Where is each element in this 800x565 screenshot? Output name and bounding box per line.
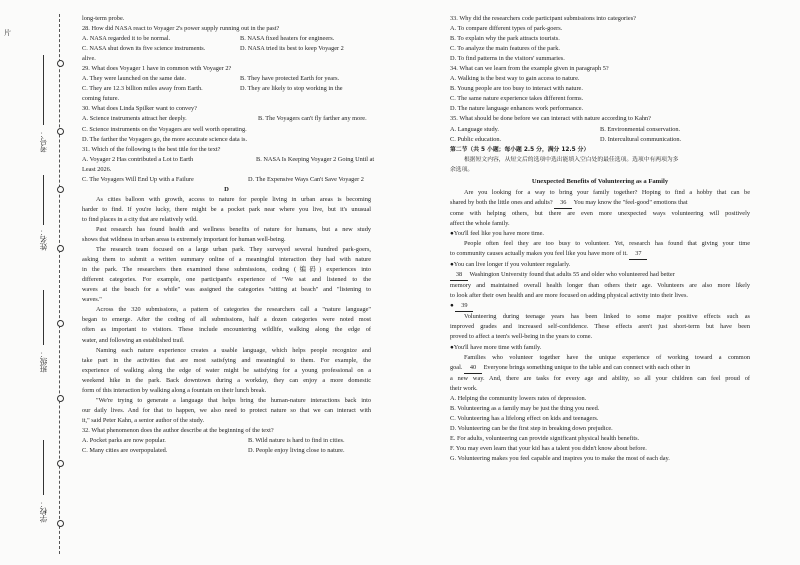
circle-mark bbox=[57, 520, 64, 527]
q33-stem: 33. Why did the researchers code participant submissions into categories? bbox=[450, 15, 636, 22]
school-label: 学校： bbox=[39, 500, 48, 523]
q35-options-cd bbox=[450, 135, 750, 145]
q35-options-ab bbox=[450, 125, 750, 135]
q30-option-c: C. Science instruments on the Voyagers are well worth operating. bbox=[82, 125, 247, 133]
passage-line: People often feel they are too busy to volunteer. Yet, research has found that giving your time bbox=[464, 240, 750, 248]
q28-options-cd bbox=[82, 44, 371, 54]
q35-option-c: C. Public education. bbox=[450, 135, 502, 143]
left-column bbox=[82, 14, 375, 456]
passage-line: affect the whole family. bbox=[450, 219, 510, 227]
passage-line: Volunteering during teenage years has been linked to some major positive effects such as bbox=[464, 313, 750, 321]
q28-options-ab bbox=[82, 34, 371, 44]
passage-line: come with helping others, but there are even more unexpected ways volunteering will positively bbox=[450, 209, 750, 217]
q33-option-b: B. To explain why the park attracts tourists. bbox=[450, 35, 560, 43]
passage-d-line: harder to find. If you're lucky, there might be a pocket park near where you live, but it's unusual bbox=[82, 205, 371, 213]
option-a: A. Helping the community lowers rates of depression. bbox=[450, 394, 587, 402]
bullet-heading: ●You'll feel like you have more time. bbox=[450, 229, 545, 237]
q33-option-c: C. To analyze the main features of the park. bbox=[450, 45, 560, 53]
q32-option-b: B. Wild nature is hard to find in cities. bbox=[248, 436, 345, 444]
passage-line: Are you looking for a way to bring your family together? Hoping to find a hobby that can be bbox=[464, 188, 750, 196]
circle-mark bbox=[57, 460, 64, 467]
passage-d-line: form of this interaction by walking along a fountain on their lunch break. bbox=[82, 386, 267, 394]
binding-strip bbox=[0, 0, 78, 565]
q31-option-b: B. NASA Is Keeping Voyager 2 Going Until at bbox=[256, 155, 375, 163]
blank-38: 38 bbox=[450, 270, 468, 281]
q29-option-a: A. They were launched on the same date. bbox=[82, 75, 186, 83]
q30-options-ab bbox=[82, 114, 371, 124]
circle-mark bbox=[57, 186, 64, 193]
passage-d-line: Naming each nature experience creates a usable language, which helps people recognize and bbox=[96, 346, 371, 354]
q28-option-d-cont: alive. bbox=[82, 55, 96, 63]
q29-option-d-cont: coming future. bbox=[82, 95, 120, 103]
option-c: C. Volunteering has a lifelong effect on kids and teenagers. bbox=[450, 414, 599, 422]
class-label: 班级： bbox=[39, 350, 48, 373]
bullet-blank-39: ● 39 bbox=[450, 301, 750, 312]
option-d: D. Volunteering can be the first step in breaking down prejudice. bbox=[450, 424, 613, 432]
circle-mark bbox=[57, 60, 64, 67]
passage-line: improved grades and increased self-confidence. These effects aren't just short-term but have been bbox=[450, 323, 750, 331]
q34-option-d: D. The nature language enhances work performance. bbox=[450, 105, 584, 113]
passage-d-line: often as important to visitors. These include encountering wildlife, walking along the edge of bbox=[82, 326, 371, 334]
q30-option-a: A. Science instruments attract her deeply. bbox=[82, 115, 187, 123]
passage-d-line: to find places in a city that are relatively wild. bbox=[82, 215, 198, 223]
section-d-heading: D bbox=[224, 185, 229, 193]
blank-40: 40 bbox=[464, 363, 482, 374]
q30-option-d: D. The farther the Voyagers go, the more accurate science data is. bbox=[82, 135, 248, 143]
school-line bbox=[43, 440, 44, 495]
circle-mark bbox=[57, 245, 64, 252]
passage-line: to look after their own health and are more focused on adding physical activity into their lives. bbox=[450, 292, 688, 300]
name-line bbox=[43, 175, 44, 225]
q34-option-b: B. Young people are too busy to interact with nature. bbox=[450, 85, 583, 93]
passage-d-line: waves." bbox=[82, 296, 102, 304]
class-line bbox=[43, 290, 44, 345]
q32-options-cd bbox=[82, 446, 371, 456]
circle-mark bbox=[57, 128, 64, 135]
passage-title: Unexpected Benefits of Volunteering as a Family bbox=[531, 177, 669, 185]
q29-option-b: B. They have protected Earth for years. bbox=[240, 75, 340, 83]
q29-option-c: C. They are 12.3 billion miles away from Earth. bbox=[82, 85, 203, 93]
bullet-heading: ●You can live longer if you volunteer regularly. bbox=[450, 261, 571, 269]
section-2-heading: 第二节（共 5 小题；每小题 2.5 分，满分 12.5 分） bbox=[450, 146, 590, 153]
passage-line: a new way. And, there are tasks for every age and ability, so all your children can feel proud of bbox=[450, 374, 750, 382]
passage-d-line: take part in the activities that are most satisfying and meaningful to them. For example, the bbox=[82, 356, 371, 364]
circle-mark bbox=[57, 320, 64, 327]
passage-d-line: As cities balloon with growth, access to nature for people living in urban areas is becoming bbox=[96, 195, 371, 203]
name-label: 姓名： bbox=[39, 228, 48, 251]
q29-stem: 29. What does Voyager 1 have in common with Voyager 2? bbox=[82, 65, 232, 73]
q35-option-d: D. Intercultural communication. bbox=[600, 135, 682, 143]
corner-mark: 片 bbox=[4, 29, 11, 37]
passage-d-line: in the park. The researchers then examined these submissions, coding (编码) experiences into bbox=[82, 266, 371, 274]
option-f: F. You may even learn that your kid has a talent you didn't know about before. bbox=[450, 444, 647, 452]
q31-option-d: D. The Expensive Ways Can't Save Voyager 2 bbox=[248, 175, 364, 183]
blank-37: 37 bbox=[629, 249, 647, 260]
circle-mark bbox=[57, 395, 64, 402]
q34-stem: 34. What can we learn from the example given in paragraph 5? bbox=[450, 65, 609, 73]
passage-d-line: Across the 320 submissions, a pattern of categories the researchers call a "nature language" bbox=[96, 306, 371, 314]
passage-d-line: experience of walking along the edge of water might be satisfying for a young professional on a bbox=[82, 366, 371, 374]
passage-d-line: asking them to submit a written summary online of a meaningful interaction they had with nature bbox=[82, 256, 371, 264]
passage-line: goal. 40 Everyone brings something unique to the table and can connect with each other in bbox=[450, 363, 750, 374]
q30-option-b: B. The Voyagers can't fly farther any more. bbox=[258, 115, 367, 123]
blank-36: 36 bbox=[554, 198, 572, 209]
option-g: G. Volunteering makes you feel capable and inspires you to make the most of each day. bbox=[450, 455, 670, 463]
q32-option-a: A. Pocket parks are now popular. bbox=[82, 436, 166, 444]
passage-d-line: different categories. For example, one participant's experience of "We sat and listened to the bbox=[82, 276, 371, 284]
right-column bbox=[450, 14, 750, 464]
passage-d-line: The research team focused on a large urban park. They surveyed several hundred park-goers, bbox=[96, 246, 371, 254]
option-e: E. For adults, volunteering can provide significant physical health benefits. bbox=[450, 434, 640, 442]
q32-option-d: D. People enjoy living close to nature. bbox=[248, 447, 345, 455]
q31-options-ab bbox=[82, 155, 375, 165]
q34-option-c: C. The same nature experience takes different forms. bbox=[450, 95, 584, 103]
passage-line: proved to affect a teen's well-being in the years to come. bbox=[450, 333, 593, 341]
exam-no-label: 考号： bbox=[39, 130, 48, 153]
passage-d-line: shows that wildness in urban areas is extremely important for human well-being. bbox=[82, 236, 286, 244]
q29-option-d: D. They are likely to stop working in the bbox=[240, 85, 343, 93]
q32-stem: 32. What phenomenon does the author describe at the beginning of the text? bbox=[82, 426, 274, 434]
cut-line bbox=[59, 14, 60, 554]
exam-no-line bbox=[43, 55, 44, 125]
q29-options-cd bbox=[82, 84, 371, 94]
passage-d-line: water, and following an established trail. bbox=[82, 336, 185, 344]
passage-d-line: began to emerge. After the coding of all submissions, half a dozen categories were noted most bbox=[82, 316, 371, 324]
passage-d-line: "We're trying to generate a language that helps bring the human-nature interactions back into bbox=[96, 396, 371, 404]
q34-option-a: A. Walking is the best way to gain access to nature. bbox=[450, 75, 580, 83]
q35-option-b: B. Environmental conservation. bbox=[600, 125, 681, 133]
q31-option-b-cont: Least 2026. bbox=[82, 165, 112, 173]
bullet-heading: ●You'll have more time with family. bbox=[450, 343, 542, 351]
q28-option-d: D. NASA tried its best to keep Voyager 2 bbox=[240, 45, 344, 53]
passage-d-line: it," said Peter Kahn, a senior author of the study. bbox=[82, 416, 205, 424]
q32-options-ab bbox=[82, 436, 371, 446]
q31-option-a: A. Voyager 2 Has contributed a Lot to Earth bbox=[82, 155, 194, 163]
q28-option-b: B. NASA fixed heaters for engineers. bbox=[240, 35, 335, 43]
q35-stem: 35. What should be done before we can interact with nature according to Kahn? bbox=[450, 115, 651, 123]
blank-39: 39 bbox=[455, 301, 473, 312]
q33-option-d: D. To find patterns in the visitors' summaries. bbox=[450, 55, 565, 63]
q35-option-a: A. Language study. bbox=[450, 125, 499, 133]
q32-option-c: C. Many cities are overpopulated. bbox=[82, 447, 168, 455]
passage-d-line: our daily lives. And for that to happen, we also need to protect nature so that we can interact with bbox=[82, 406, 371, 414]
q33-option-a: A. To compare different types of park-goers. bbox=[450, 25, 563, 33]
q31-options-cd bbox=[82, 175, 371, 185]
section-2-instructions-cont: 余选项。 bbox=[450, 166, 474, 173]
q31-option-c: C. The Voyagers Will End Up with a Failure bbox=[82, 175, 194, 183]
passage-d-line: weekend hike in the park. Back downtown during a workday, they can enjoy a more domestic bbox=[82, 376, 371, 384]
q28-stem: 28. How did NASA react to Voyager 2's power supply running out in the past? bbox=[82, 25, 280, 33]
option-b: B. Volunteering as a family may be just the thing you need. bbox=[450, 404, 600, 412]
passage-line: shared by both the little ones and adults? 36 You may know the "feel-good" emotions that bbox=[450, 198, 750, 209]
passage-d-line: Past research has found health and wellness benefits of nature for humans, but a new study bbox=[96, 225, 371, 233]
passage-line: Families who volunteer together have the unique experience of working toward a common bbox=[464, 353, 750, 361]
passage-line: their work. bbox=[450, 384, 478, 392]
passage-line: memory and maintained overall health longer than others their age. Volunteers are also more likely bbox=[450, 282, 750, 290]
q28-option-a: A. NASA regarded it to be normal. bbox=[82, 35, 171, 43]
passage-line: to community causes actually makes you feel like you have more of it. 37 bbox=[450, 249, 750, 260]
passage-d-line: waves at the beach for a while" was assigned the categories "sitting at beach" and "listening to bbox=[82, 286, 371, 294]
q29-options-ab bbox=[82, 74, 371, 84]
passage-line: 38 Washington University found that adults 55 and older who volunteered had better bbox=[450, 270, 750, 281]
q30-stem: 30. What does Linda Spilker want to convey? bbox=[82, 105, 197, 113]
section-2-instructions: 根据短文内容，从短文后的选项中选出能填入空白处的最佳选项。选项中有两项为多 bbox=[464, 156, 679, 163]
q27-tail: long-term probe. bbox=[82, 15, 125, 22]
q31-stem: 31. Which of the following is the best title for the text? bbox=[82, 145, 221, 153]
q28-option-c: C. NASA shut down its five science instruments. bbox=[82, 45, 206, 53]
